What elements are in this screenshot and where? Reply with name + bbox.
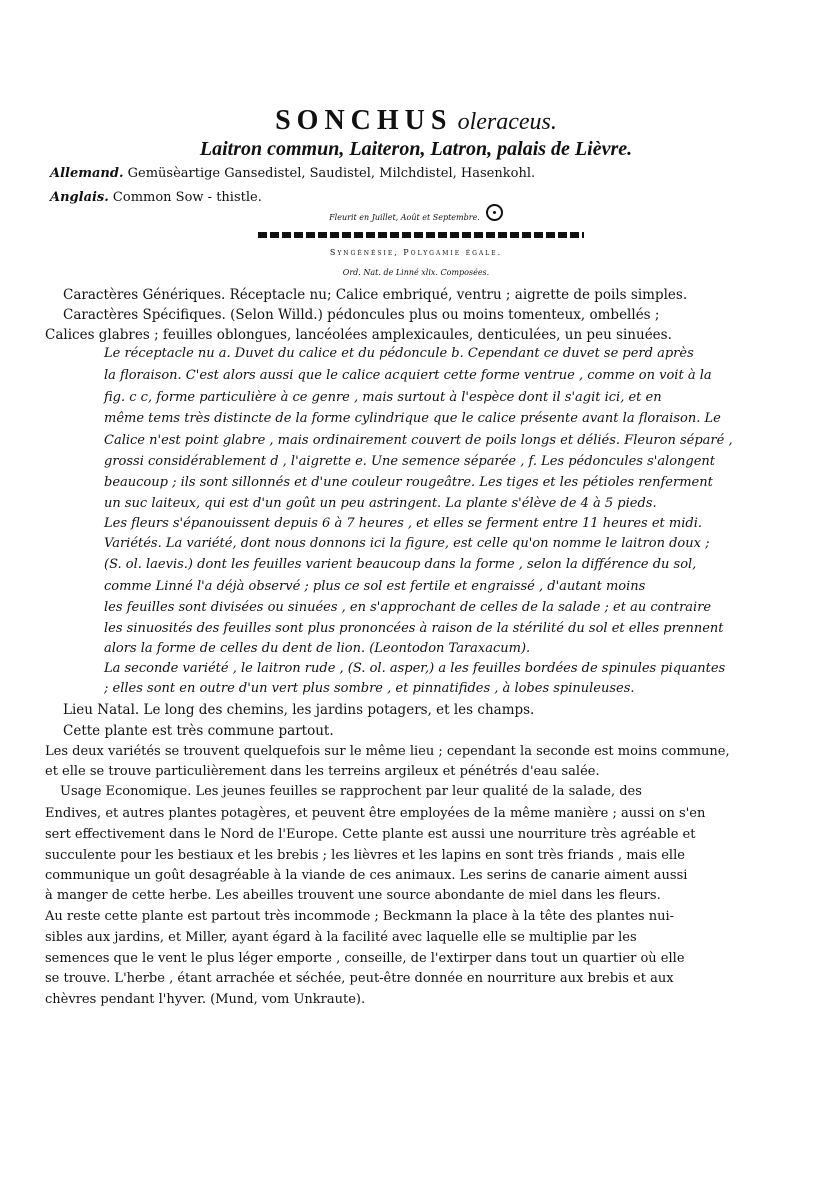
body-line: beaucoup ; ils sont sillonnés et d'une couleur rougeâtre. Les tiges et les pétioles renferment bbox=[104, 475, 713, 490]
body-line: Au reste cette plante est partout très incommode ; Beckmann la place à la tête des plantes nui- bbox=[45, 909, 674, 924]
body-line: Caractères Spécifiques. (Selon Willd.) pédoncules plus ou moins tomenteux, ombellés ; bbox=[63, 307, 660, 323]
body-line: la floraison. C'est alors aussi que le calice acquiert cette forme ventrue , comme on voit à la bbox=[104, 368, 712, 383]
english-label: Anglais. bbox=[50, 190, 109, 205]
ornamental-rule bbox=[258, 232, 584, 238]
species-epithet: oleraceus. bbox=[457, 109, 557, 135]
body-line: Lieu Natal. Le long des chemins, les jardins potagers, et les champs. bbox=[63, 702, 535, 718]
body-line: et elle se trouve particulièrement dans les terreins argileux et pénétrés d'eau salée. bbox=[45, 764, 600, 779]
body-line: Usage Economique. Les jeunes feuilles se rapprochent par leur qualité de la salade, des bbox=[60, 784, 642, 799]
body-line: sert effectivement dans le Nord de l'Europe. Cette plante est aussi une nourriture très agréable et bbox=[45, 827, 696, 842]
body-line: se trouve. L'herbe , étant arrachée et séchée, peut-être donnée en nourriture aux brebis et aux bbox=[45, 971, 674, 986]
body-line: communique un goût desagréable à la viande de ces animaux. Les serins de canarie aiment aussi bbox=[45, 868, 688, 883]
classification-line-2: Ord. Nat. de Linné xlix. Composées. bbox=[342, 268, 490, 277]
body-line: Le réceptacle nu a. Duvet du calice et du pédoncule b. Cependant ce duvet se perd après bbox=[104, 346, 694, 361]
flowering-line bbox=[0, 204, 832, 227]
body-line: à manger de cette herbe. Les abeilles trouvent une source abondante de miel dans les fleurs. bbox=[45, 888, 661, 903]
body-line: comme Linné l'a déjà observé ; plus ce sol est fertile et engraissé , d'autant moins bbox=[104, 579, 646, 594]
body-line: chèvres pendant l'hyver. (Mund, vom Unkraute). bbox=[45, 992, 366, 1007]
body-line: succulente pour les bestiaux et les brebis ; les lièvres et les lapins en sont très friands , mais elle bbox=[45, 848, 685, 863]
german-names bbox=[50, 165, 535, 183]
body-line: Les deux variétés se trouvent quelquefois sur le même lieu ; cependant la seconde est moins commune, bbox=[45, 744, 730, 759]
body-line: les feuilles sont divisées ou sinuées , en s'approchant de celles de la salade ; et au contraire bbox=[104, 600, 712, 615]
body-line: même tems très distincte de la forme cylindrique que le calice présente avant la floraison. Le bbox=[104, 411, 721, 426]
body-line: Caractères Génériques. Réceptacle nu; Calice embriqué, ventru ; aigrette de poils simples. bbox=[63, 287, 688, 303]
body-line: Variétés. La variété, dont nous donnons ici la figure, est celle qu'on nomme le laitron doux ; bbox=[104, 536, 710, 551]
body-line: Calices glabres ; feuilles oblongues, lancéolées amplexicaules, denticulées, un peu sinuées. bbox=[45, 327, 672, 343]
body-line: (S. ol. laevis.) dont les feuilles varient beaucoup dans la forme , selon la différence du sol, bbox=[104, 557, 697, 572]
flowering-text: Fleurit en Juillet, Août et Septembre. bbox=[329, 213, 480, 222]
german-label: Allemand. bbox=[50, 166, 124, 181]
body-line: Cette plante est très commune partout. bbox=[63, 723, 334, 739]
annual-symbol-icon bbox=[486, 204, 503, 221]
body-line: Endives, et autres plantes potagères, et peuvent être employées de la même manière ; aussi on s'en bbox=[45, 806, 706, 821]
body-line: ; elles sont en outre d'un vert plus sombre , et pinnatifides , à lobes spinuleuses. bbox=[104, 681, 635, 696]
classification-line-1: Syngénésie, Polygamie égale. bbox=[329, 248, 503, 257]
body-line: fig. c c, forme particulière à ce genre , mais surtout à l'espèce dont il s'agit ici, et en bbox=[104, 390, 662, 405]
body-line: grossi considérablement d , l'aigrette e. Une semence séparée , f. Les pédoncules s'alongent bbox=[104, 454, 716, 469]
body-line: sibles aux jardins, et Miller, ayant égard à la facilité avec laquelle elle se multiplie par les bbox=[45, 930, 637, 945]
english-text: Common Sow - thistle. bbox=[112, 190, 262, 205]
german-text: Gemüsèartige Gansedistel, Saudistel, Milchdistel, Hasenkohl. bbox=[127, 166, 536, 181]
body-line: La seconde variété , le laitron rude , (S. ol. asper,) a les feuilles bordées de spinules piquantes bbox=[104, 661, 726, 676]
body-line: alors la forme de celles du dent de lion. (Leontodon Taraxacum). bbox=[104, 641, 531, 656]
body-line: les sinuosités des feuilles sont plus prononcées à raison de la stérilité du sol et elles prennent bbox=[104, 621, 724, 636]
body-line: Calice n'est point glabre , mais ordinairement couvert de poils longs et déliés. Fleuron séparé , bbox=[104, 433, 733, 448]
common-names: Laitron commun, Laiteron, Latron, palais de Lièvre. bbox=[199, 138, 633, 160]
genus-name: SONCHUS bbox=[275, 105, 453, 136]
body-line: semences que le vent le plus léger emporte , conseille, de l'extirper dans tout un quartier où elle bbox=[45, 951, 685, 966]
body-line: un suc laiteux, qui est d'un goût un peu astringent. La plante s'élève de 4 à 5 pieds. bbox=[104, 496, 657, 511]
species-title bbox=[0, 105, 832, 137]
body-line: Les fleurs s'épanouissent depuis 6 à 7 heures , et elles se ferment entre 11 heures et midi. bbox=[104, 516, 702, 531]
